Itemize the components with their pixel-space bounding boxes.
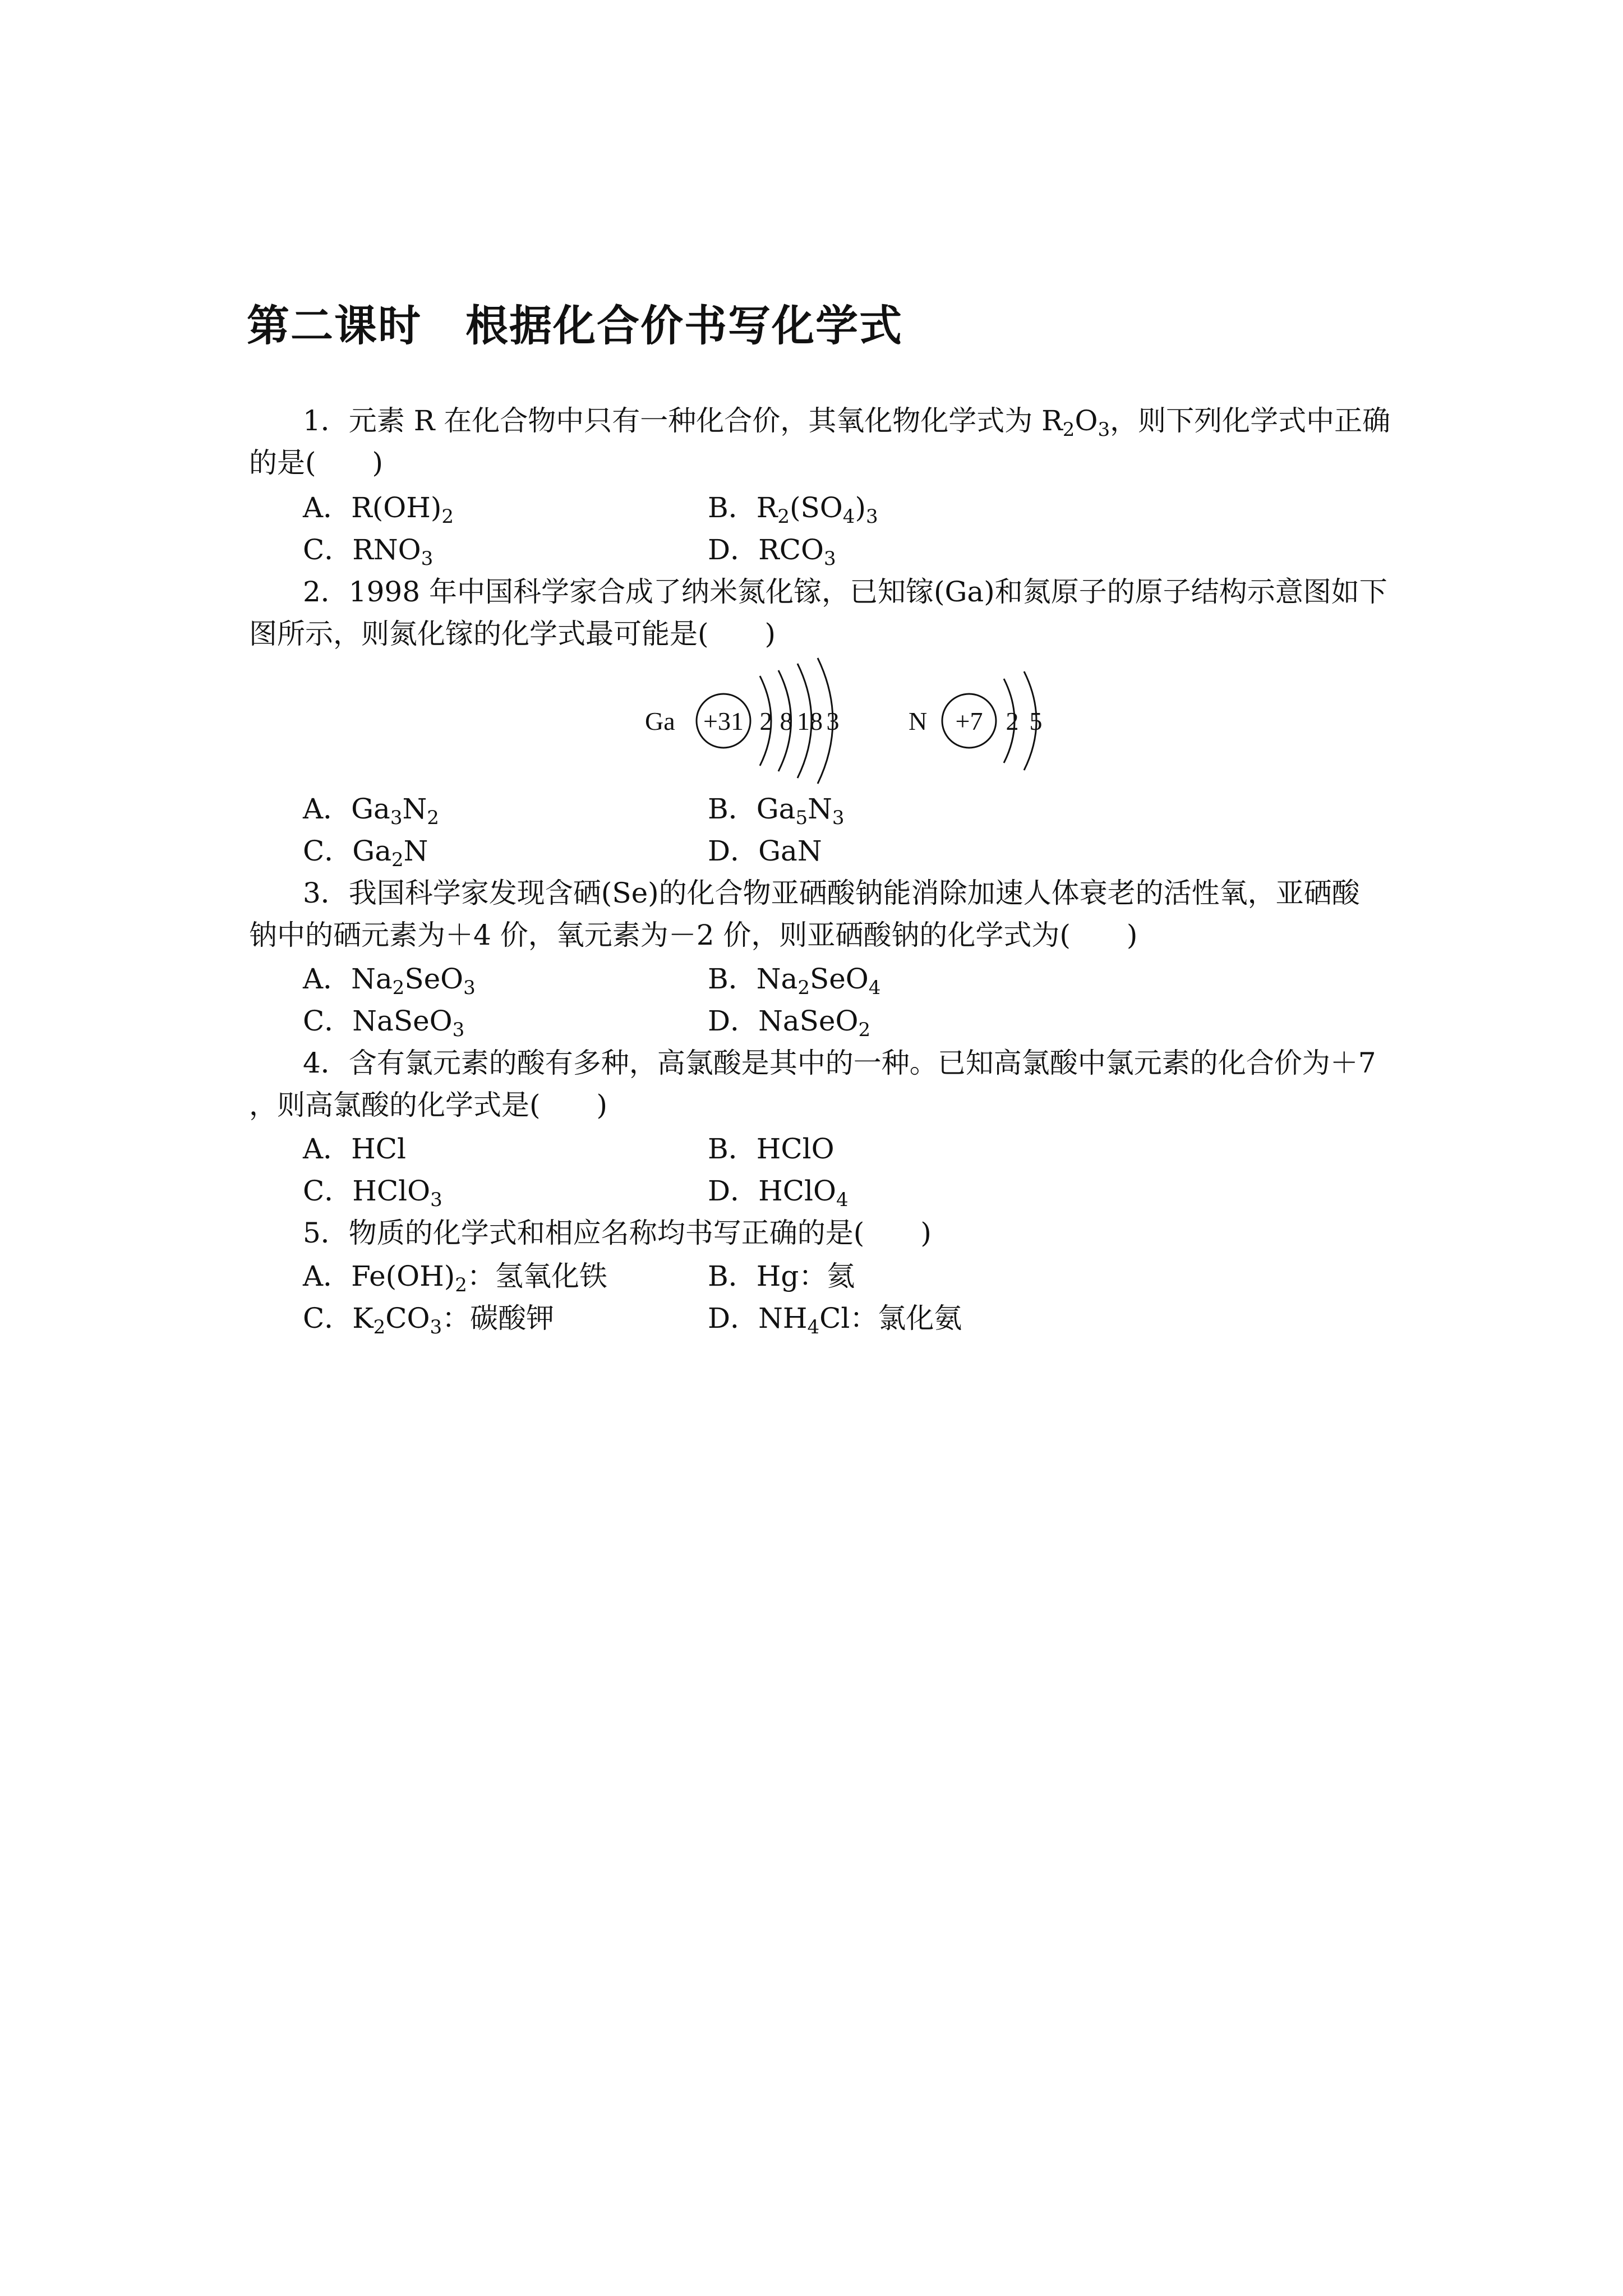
option-sub: 2 (858, 1019, 871, 1041)
option-sub: 3 (430, 1189, 442, 1211)
option-sub: 3 (421, 547, 434, 570)
question-3-stem-cont: 钠中的硒元素为＋4 价，氧元素为－2 价，则亚硒酸钠的化学式为( ) (249, 919, 1138, 951)
q5-option-c[interactable] (303, 1301, 555, 1338)
option-sub: 4 (868, 977, 881, 999)
q1-option-a[interactable] (303, 491, 454, 528)
ga-nucleus-charge: +31 (703, 707, 744, 735)
option-text: N (403, 835, 428, 867)
n-shell-electrons: 2 (1006, 707, 1019, 735)
n-shell-electrons: 5 (1029, 707, 1043, 735)
ga-shell-electrons: 8 (780, 707, 793, 735)
question-5-stem: 5．物质的化学式和相应名称均书写正确的是( ) (303, 1217, 932, 1249)
option-text: C．RNO (303, 533, 421, 566)
ga-shell-electrons: 3 (826, 707, 840, 735)
q2-option-d[interactable] (708, 834, 822, 868)
ga-shell-electrons: 2 (759, 707, 773, 735)
q5-option-d[interactable] (708, 1301, 962, 1338)
question-1-stem (303, 404, 1391, 441)
question-3-stem: 3．我国科学家发现含硒(Se)的化合物亚硒酸钠能消除加速人体衰老的活性氧，亚硒酸 (303, 877, 1360, 909)
option-sub: 5 (795, 807, 808, 829)
option-sub: 2 (441, 505, 454, 528)
option-sub: 3 (430, 1316, 442, 1338)
option-text: A．R(OH) (303, 491, 442, 524)
ga-symbol: Ga (645, 707, 675, 735)
q2-option-a[interactable] (303, 792, 439, 829)
option-text: SeO (809, 963, 869, 995)
q4-option-b[interactable] (708, 1132, 834, 1166)
q1-text: O (1075, 404, 1098, 437)
q5-option-b[interactable] (708, 1259, 855, 1293)
option-text: D．RCO (708, 533, 824, 566)
option-text: (SO (790, 491, 843, 524)
option-text: N (402, 793, 427, 825)
option-sub: 2 (373, 1316, 386, 1338)
q5-option-a[interactable] (303, 1259, 607, 1296)
q3-option-a[interactable] (303, 962, 476, 999)
q1-text: ，则下列化学式中正确 (1110, 404, 1391, 437)
option-text: B．R (708, 491, 778, 524)
q3-option-b[interactable] (708, 962, 881, 999)
q4-option-d[interactable] (708, 1174, 849, 1211)
question-2-stem: 2．1998 年中国科学家合成了纳米氮化镓，已知镓(Ga)和氮原子的原子结构示意图如下 (303, 576, 1387, 608)
ga-shell-electrons: 18 (797, 707, 823, 735)
option-sub: 4 (836, 1189, 849, 1211)
option-text: A．Ga (303, 793, 390, 825)
option-text: A．HCl (303, 1133, 406, 1165)
q1-option-b[interactable] (708, 491, 878, 528)
option-sub: 3 (823, 547, 836, 570)
q4-option-a[interactable] (303, 1132, 406, 1166)
option-text: SeO (404, 963, 464, 995)
q3-option-c[interactable] (303, 1004, 465, 1041)
option-text: B．Na (708, 963, 798, 995)
option-text: B．HClO (708, 1133, 834, 1165)
option-sub: 3 (832, 807, 845, 829)
option-sub: 4 (807, 1316, 820, 1338)
option-sub: 3 (463, 977, 476, 999)
n-nucleus-charge: +7 (955, 707, 983, 735)
option-text: CO (385, 1302, 430, 1335)
question-4-stem: 4．含有氯元素的酸有多种，高氯酸是其中的一种。已知高氯酸中氯元素的化合价为＋7 (303, 1047, 1376, 1079)
page-title: 第二课时 根据化合价书写化学式 (247, 301, 903, 351)
q1-sub: 2 (1062, 418, 1075, 441)
atomic-structure-diagram (645, 654, 1071, 788)
option-text: B．Ga (708, 793, 796, 825)
option-text: B．Hg：氦 (708, 1260, 855, 1292)
option-text: A．Na (303, 963, 393, 995)
option-text: ：氢氧化铁 (467, 1260, 607, 1292)
question-4-stem-cont: ，则高氯酸的化学式是( ) (249, 1089, 608, 1121)
option-text: C．K (303, 1302, 374, 1335)
option-sub: 3 (865, 505, 878, 528)
option-sub: 3 (452, 1019, 465, 1041)
q1-text: 1．元素 R 在化合物中只有一种化合价，其氧化物化学式为 R (303, 404, 1063, 437)
option-sub: 3 (390, 807, 403, 829)
option-sub: 2 (455, 1274, 467, 1296)
q4-option-c[interactable] (303, 1174, 442, 1211)
option-text: A．Fe(OH) (303, 1260, 455, 1292)
option-text: C．HClO (303, 1175, 431, 1207)
question-2-stem-cont: 图所示，则氮化镓的化学式最可能是( ) (249, 618, 776, 650)
option-text: D．NH (708, 1302, 808, 1335)
option-text: ：碳酸钾 (442, 1302, 555, 1335)
option-text: D．HClO (708, 1175, 836, 1207)
q2-option-b[interactable] (708, 792, 845, 829)
option-text: N (808, 793, 832, 825)
q1-sub: 3 (1098, 418, 1110, 441)
option-sub: 2 (427, 807, 439, 829)
q2-option-c[interactable] (303, 834, 428, 871)
option-sub: 2 (797, 977, 810, 999)
question-1-stem-cont: 的是( ) (249, 447, 384, 479)
option-sub: 2 (391, 849, 404, 871)
option-sub: 2 (777, 505, 790, 528)
n-symbol: N (909, 707, 928, 735)
option-text: D．NaSeO (708, 1005, 859, 1037)
option-text: D．GaN (708, 835, 822, 867)
option-text: C．NaSeO (303, 1005, 453, 1037)
q3-option-d[interactable] (708, 1004, 871, 1041)
option-text: C．Ga (303, 835, 392, 867)
option-sub: 2 (392, 977, 405, 999)
q1-option-c[interactable] (303, 533, 434, 570)
option-sub: 4 (842, 505, 855, 528)
q1-option-d[interactable] (708, 533, 836, 570)
option-text: ) (855, 491, 866, 524)
option-text: Cl：氯化氨 (819, 1302, 962, 1335)
